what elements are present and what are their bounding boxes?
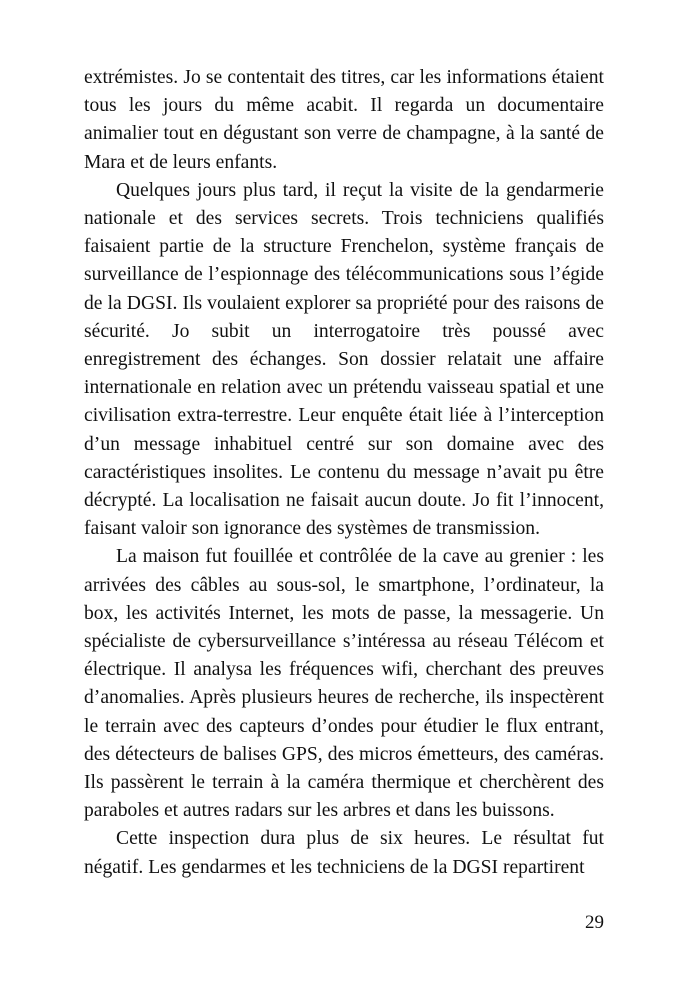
paragraph-visit: Quelques jours plus tard, il reçut la visite de la gendarmerie nationale et des services secrets. Trois techniciens qualifiés faisaient partie de la structure Frenchelon, système français de surveillance de l’espionnage des télécommunications sous l’égide de la DGSI. Ils voulaient explorer sa propriété pour des raisons de sécurité. Jo subit un interrogatoire très poussé avec enregistrement des échanges. Son dossier relatait une affaire internationale en relation avec un prétendu vaisseau spatial et une civilisation extra-terrestre. Leur enquête était liée à l’interception d’un message inhabituel centré sur son domaine avec des caractéristiques insolites. Le contenu du message n’avait pu être décrypté. La localisation ne faisait aucun doute. Jo fit l’innocent, faisant valoir son ignorance des systèmes de transmission. bbox=[84, 179, 604, 540]
page-body bbox=[84, 64, 604, 882]
paragraph-inspection: Cette inspection dura plus de six heures. Le résultat fut négatif. Les gendarmes et les techniciens de la DGSI repartirent bbox=[84, 828, 604, 878]
paragraph-search: La maison fut fouillée et contrôlée de la cave au grenier : les arrivées des câbles au sous-sol, le smartphone, l’ordinateur, la box, les activités Internet, les mots de passe, la messagerie. Un spécialiste de cybersurveillance s’intéressa au réseau Télécom et électrique. Il analysa les fréquences wifi, cherchant des preuves d’anomalies. Après plusieurs heures de recherche, ils inspectèrent le terrain avec des capteurs d’ondes pour étudier le flux entrant, des détecteurs de balises GPS, des micros émetteurs, des caméras. Ils passèrent le terrain à la caméra thermique et cherchèrent des paraboles et autres radars sur les arbres et dans les buissons. bbox=[84, 546, 604, 822]
page-number: 29 bbox=[585, 912, 604, 933]
paragraph-continuation: extrémistes. Jo se contentait des titres, car les informations étaient tous les jours du même acabit. Il regarda un documentaire animalier tout en dégustant son verre de champagne, à la santé de Mara et de leurs enfants. bbox=[84, 67, 604, 173]
